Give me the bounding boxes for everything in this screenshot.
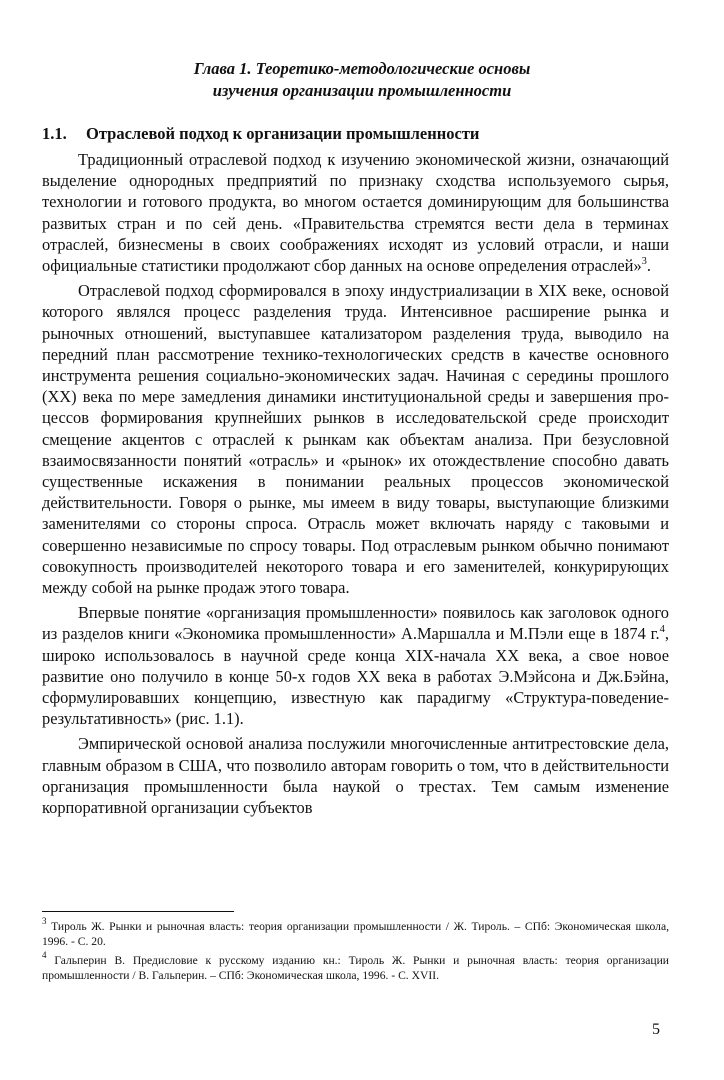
section-number: 1.1. xyxy=(42,124,67,143)
paragraph-1-text: Традиционный отраслевой подход к изучению экономической жизни, означающий выделение однородных предприятий по признаку сходства используемого сырья, технологии и готового продукта, во многом остается доминирующим для большинства развитых стран и по сей день. «Правительства стремятся вести дела в терминах отраслей, бизнесмены в своих соображениях исходят из условий отрасли, и наши официальные статистики продолжают сбор данных на основе определения отраслей» xyxy=(42,150,669,276)
footnotes xyxy=(42,916,669,986)
footnote-4 xyxy=(42,949,669,984)
chapter-heading-line-1: Глава 1. Теоретико-методологические основы xyxy=(193,59,531,78)
footnote-ref-4: 4 xyxy=(659,624,665,636)
footnote-3 xyxy=(42,916,669,950)
section-title: Отраслевой подход к организации промышленности xyxy=(86,124,480,143)
paragraph-3-text-after: , широко использовалось в научной среде конца XIX-начала XX века, а свое новое развитие оно получило в конце 50-х годов XX века в работах Э.Мэйсона и Дж.Бэйна, сформулировавших концепцию, известную как парадигму «Структура-поведение-результативность» (рис. 1.1). xyxy=(42,624,669,729)
paragraph-4-text: Эмпирической основой анализа послужили многочисленные антитрестовские дела, главным образом в США, что позволило авторам говорить о том, что в действительности организация промышленности была наукой о трестах. Тем самым изменение корпоративной организации субъектов xyxy=(42,734,669,818)
paragraph-2-text: Отраслевой подход сформировался в эпоху индустриализации в XIX веке, основой которого являлся процесс разделения труда. Интенсивное расширение рынка и рыночных отношений, выступавшее катализатором разделения труда, выводило на передний план рассмотрение технико-технологических средств в качестве основного инструмента решения социально-экономических задач. Начиная с середины прошлого (XX) века по мере замедления динамики институциональной среды и завершения процессов формирования крупнейших рынков в исследовательской среде происходит смещение акцентов с отраслей к рынкам как объектам анализа. При безусловной взаимосвязанности понятий «отрасль» и «рынок» их отождествление способно давать существенные искажения в понимании реальных процессов экономической действительности. Говоря о рынке, мы имеем в виду товары, выступающие близкими заменителями со стороны спроса. Отрасль может включать наряду с таковыми и совершенно независимые по спросу товары. Под отраслевым рынком обычно понимают совокупность производителей некоторого товара и его заменителей, конкурирующих между собой на рынке продаж этого товара. xyxy=(42,281,669,598)
footnote-3-text: Тироль Ж. Рынки и рыночная власть: теория организации промышленности / Ж. Тироль. – СПб: Экономическая школа, 1996. - С. 20. xyxy=(42,920,669,949)
paragraph-3-text-before: Впервые понятие «организация промышленности» появилось как заголовок одного из разделов книги «Экономика промышленности» А.Маршалла и М.Пэли еще в 1874 г. xyxy=(42,603,669,644)
paragraph-1 xyxy=(42,149,669,276)
footnote-ref-3: 3 xyxy=(641,256,647,268)
paragraph-4 xyxy=(42,733,669,818)
page-number: 5 xyxy=(652,1021,660,1038)
body-text xyxy=(42,149,669,822)
footnote-4-mark: 4 xyxy=(42,949,47,960)
footnote-4-text: Гальперин В. Предисловие к русскому изданию кн.: Тироль Ж. Рынки и рыночная власть: теория организации промышленности / В. Гальперин. – СПб: Экономическая школа, 1996. - С. XVII. xyxy=(42,953,669,982)
section-heading xyxy=(42,123,662,145)
chapter-heading xyxy=(80,58,644,102)
paragraph-3 xyxy=(42,602,669,729)
footnote-divider xyxy=(42,911,234,912)
paragraph-1-end: . xyxy=(646,256,652,276)
chapter-heading-line-2: изучения организации промышленности xyxy=(212,81,512,100)
paragraph-2 xyxy=(42,280,669,598)
footnote-3-mark: 3 xyxy=(42,916,47,926)
